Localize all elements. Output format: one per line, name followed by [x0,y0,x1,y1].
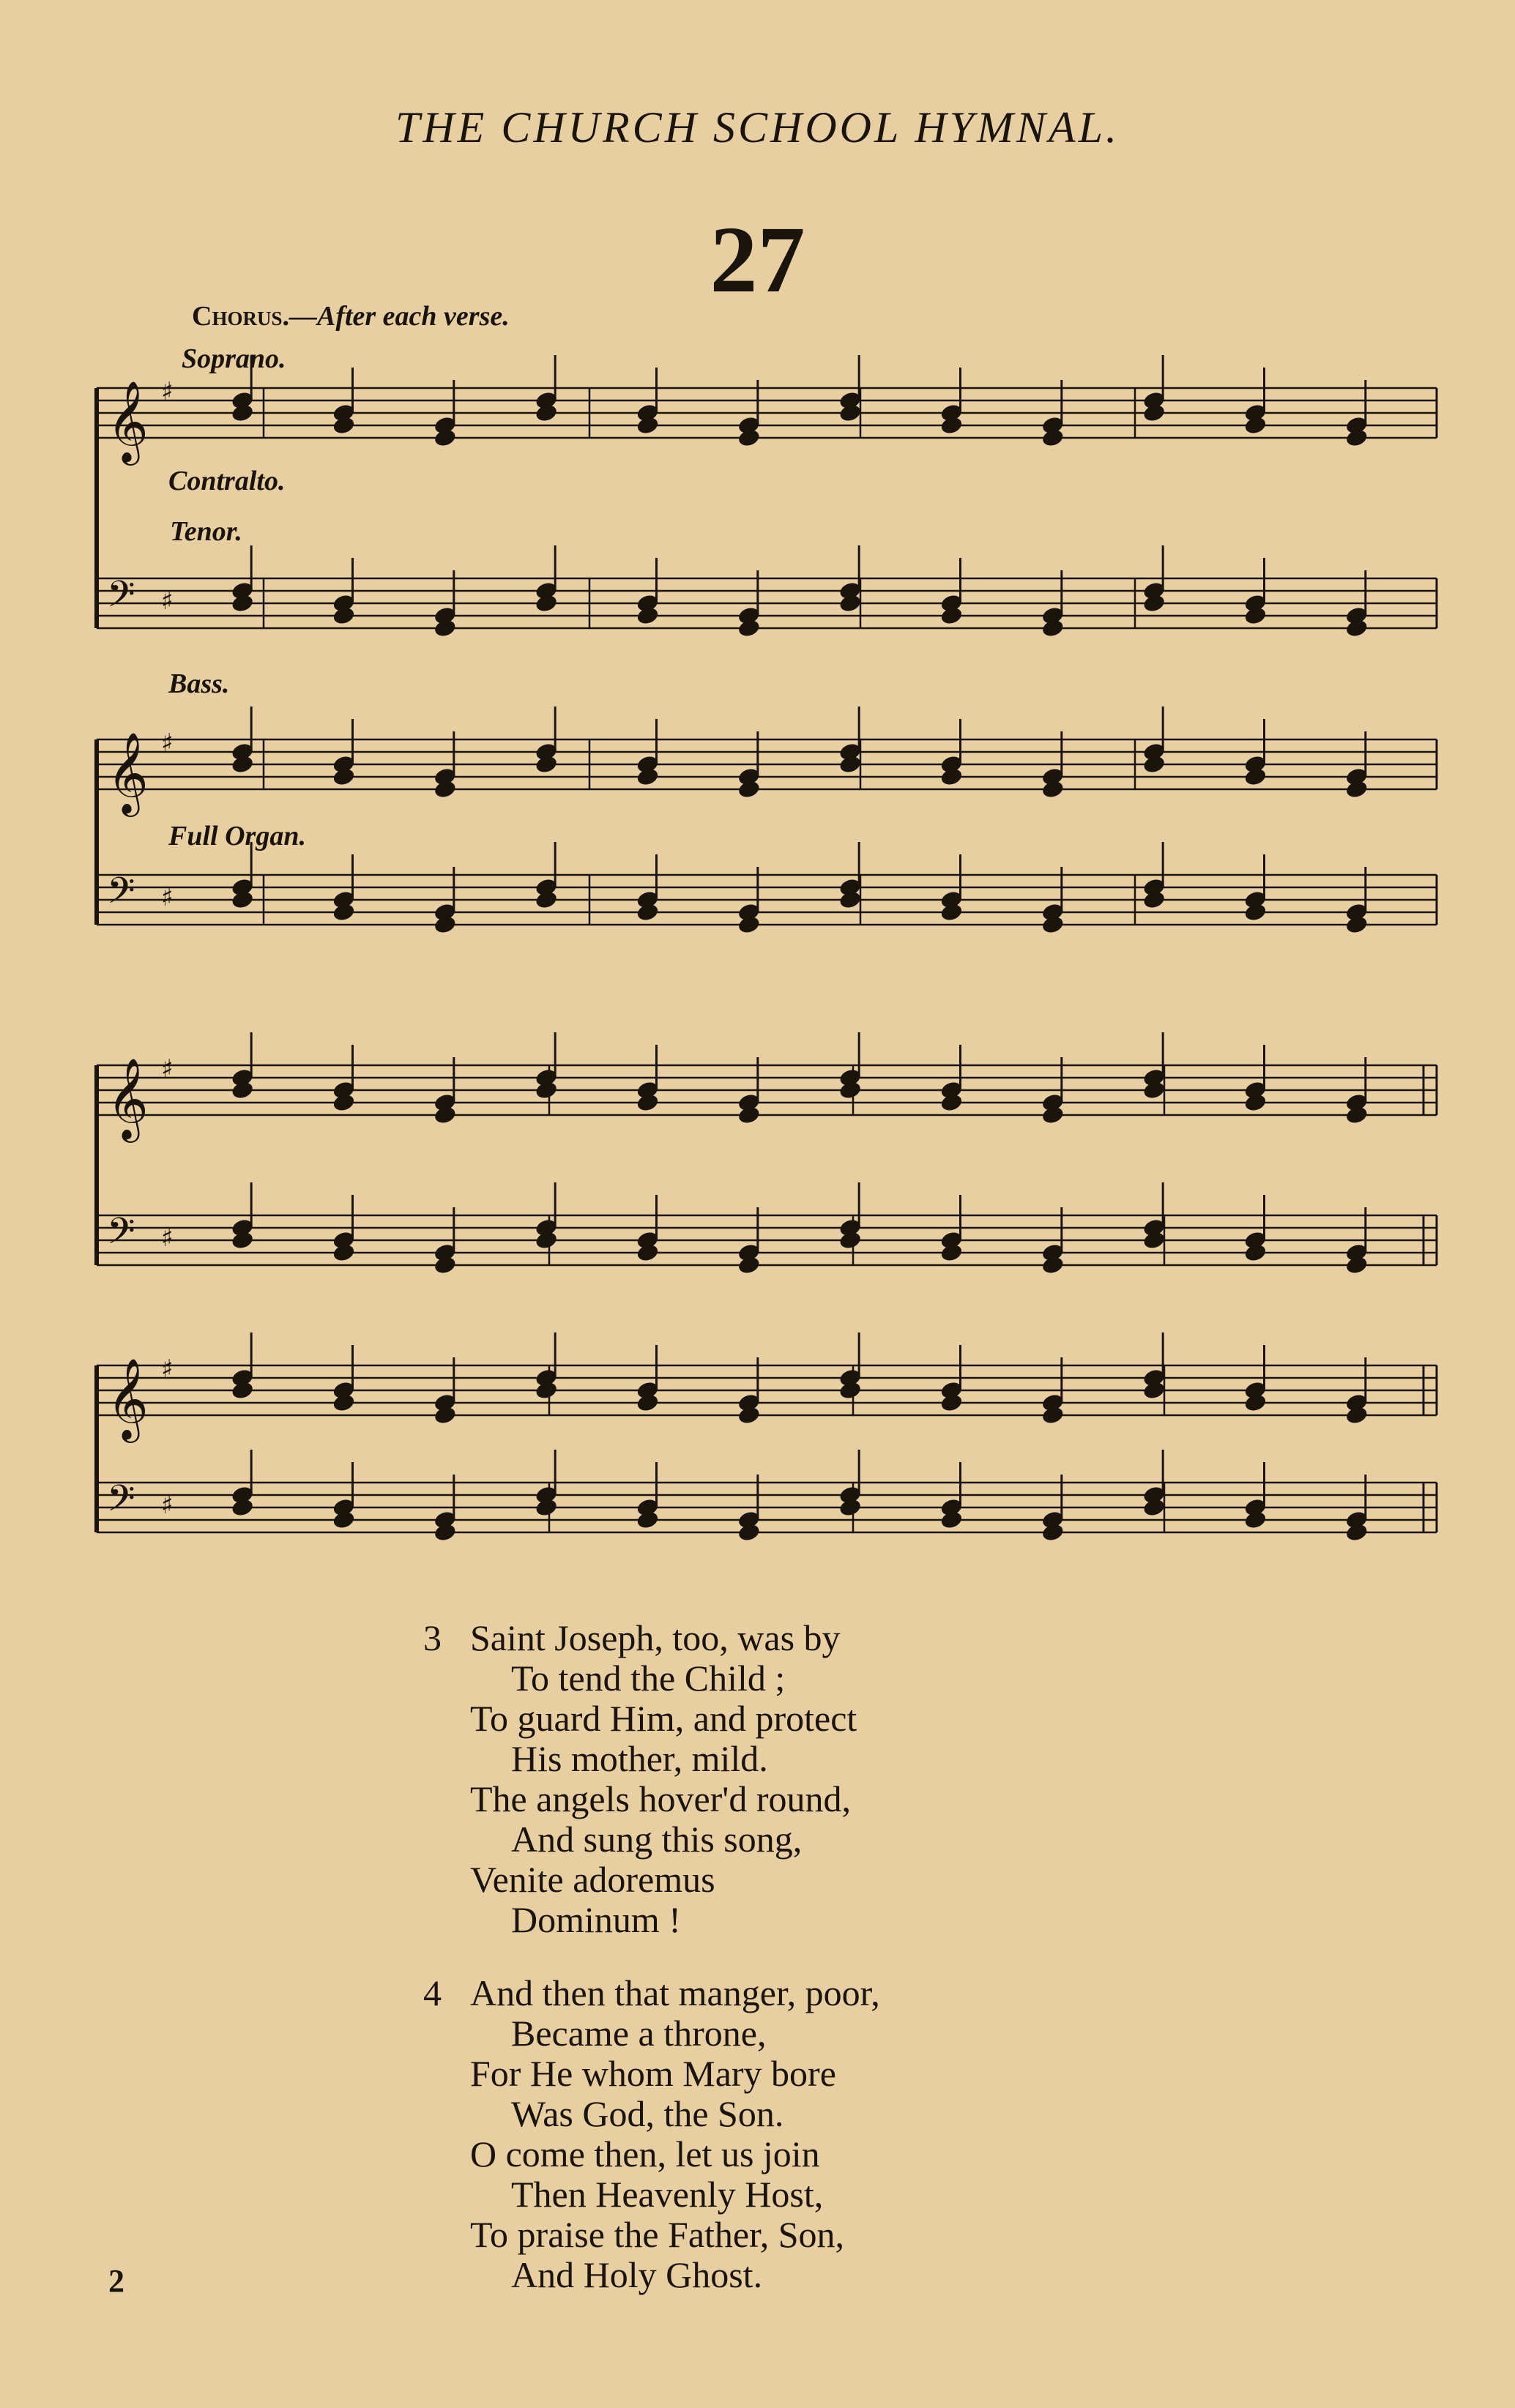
soprano-label: Soprano. [182,343,286,374]
bass-clef-icon: 𝄢 [107,1477,135,1529]
verse-number: 4 [423,1972,442,2013]
verse-line: Became a throne, [511,2013,767,2054]
verse-line: And sung this song, [511,1819,803,1860]
verse-number: 3 [423,1617,442,1658]
verse-line: Dominum ! [511,1899,681,1940]
full-organ-label: Full Organ. [168,821,306,851]
sharp-key-signature-icon: ♯ [161,728,174,758]
verse-line: The angels hover'd round, [470,1778,851,1819]
verse-line: His mother, mild. [511,1738,768,1779]
page-number: 2 [108,2263,124,2299]
verse-line: O come then, let us join [470,2133,820,2174]
verse-line: Was God, the Son. [511,2093,784,2134]
sharp-key-signature-icon: ♯ [161,1354,174,1384]
sharp-key-signature-icon: ♯ [161,883,174,912]
sharp-key-signature-icon: ♯ [161,1491,174,1520]
verse-line: Venite adoremus [470,1859,715,1900]
treble-clef-icon: 𝄞 [107,380,149,462]
verse-line: Saint Joseph, too, was by [470,1617,841,1658]
verse-line: To tend the Child ; [511,1658,786,1699]
hymn-number: 27 [710,207,805,313]
treble-clef-icon: 𝄞 [107,1357,149,1439]
treble-clef-icon: 𝄞 [107,1057,149,1139]
bass-clef-icon: 𝄢 [107,870,135,921]
sharp-key-signature-icon: ♯ [161,1054,174,1084]
bass-clef-icon: 𝄢 [107,1210,135,1261]
verse-line: And Holy Ghost. [511,2254,763,2295]
treble-clef-icon: 𝄞 [107,731,149,813]
chorus-direction: —After each verse. [289,301,510,332]
bass-label: Bass. [168,668,230,699]
verse-line: Then Heavenly Host, [511,2174,824,2215]
verse-line: To guard Him, and protect [470,1698,857,1739]
tenor-label: Tenor. [170,516,242,547]
sharp-key-signature-icon: ♯ [161,1223,174,1253]
verse-line: And then that manger, poor, [470,1972,880,2013]
sharp-key-signature-icon: ♯ [161,586,174,616]
running-head: THE CHURCH SCHOOL HYMNAL. [395,103,1120,152]
chorus-label: Chorus. [192,301,289,332]
sharp-key-signature-icon: ♯ [161,377,174,406]
verse-line: To praise the Father, Son, [470,2214,845,2255]
verse-4 [425,1973,880,2295]
bass-clef-icon: 𝄢 [107,573,135,625]
contralto-label: Contralto. [168,466,286,496]
verse-3 [425,1618,857,1940]
verse-line: For He whom Mary bore [470,2053,836,2094]
